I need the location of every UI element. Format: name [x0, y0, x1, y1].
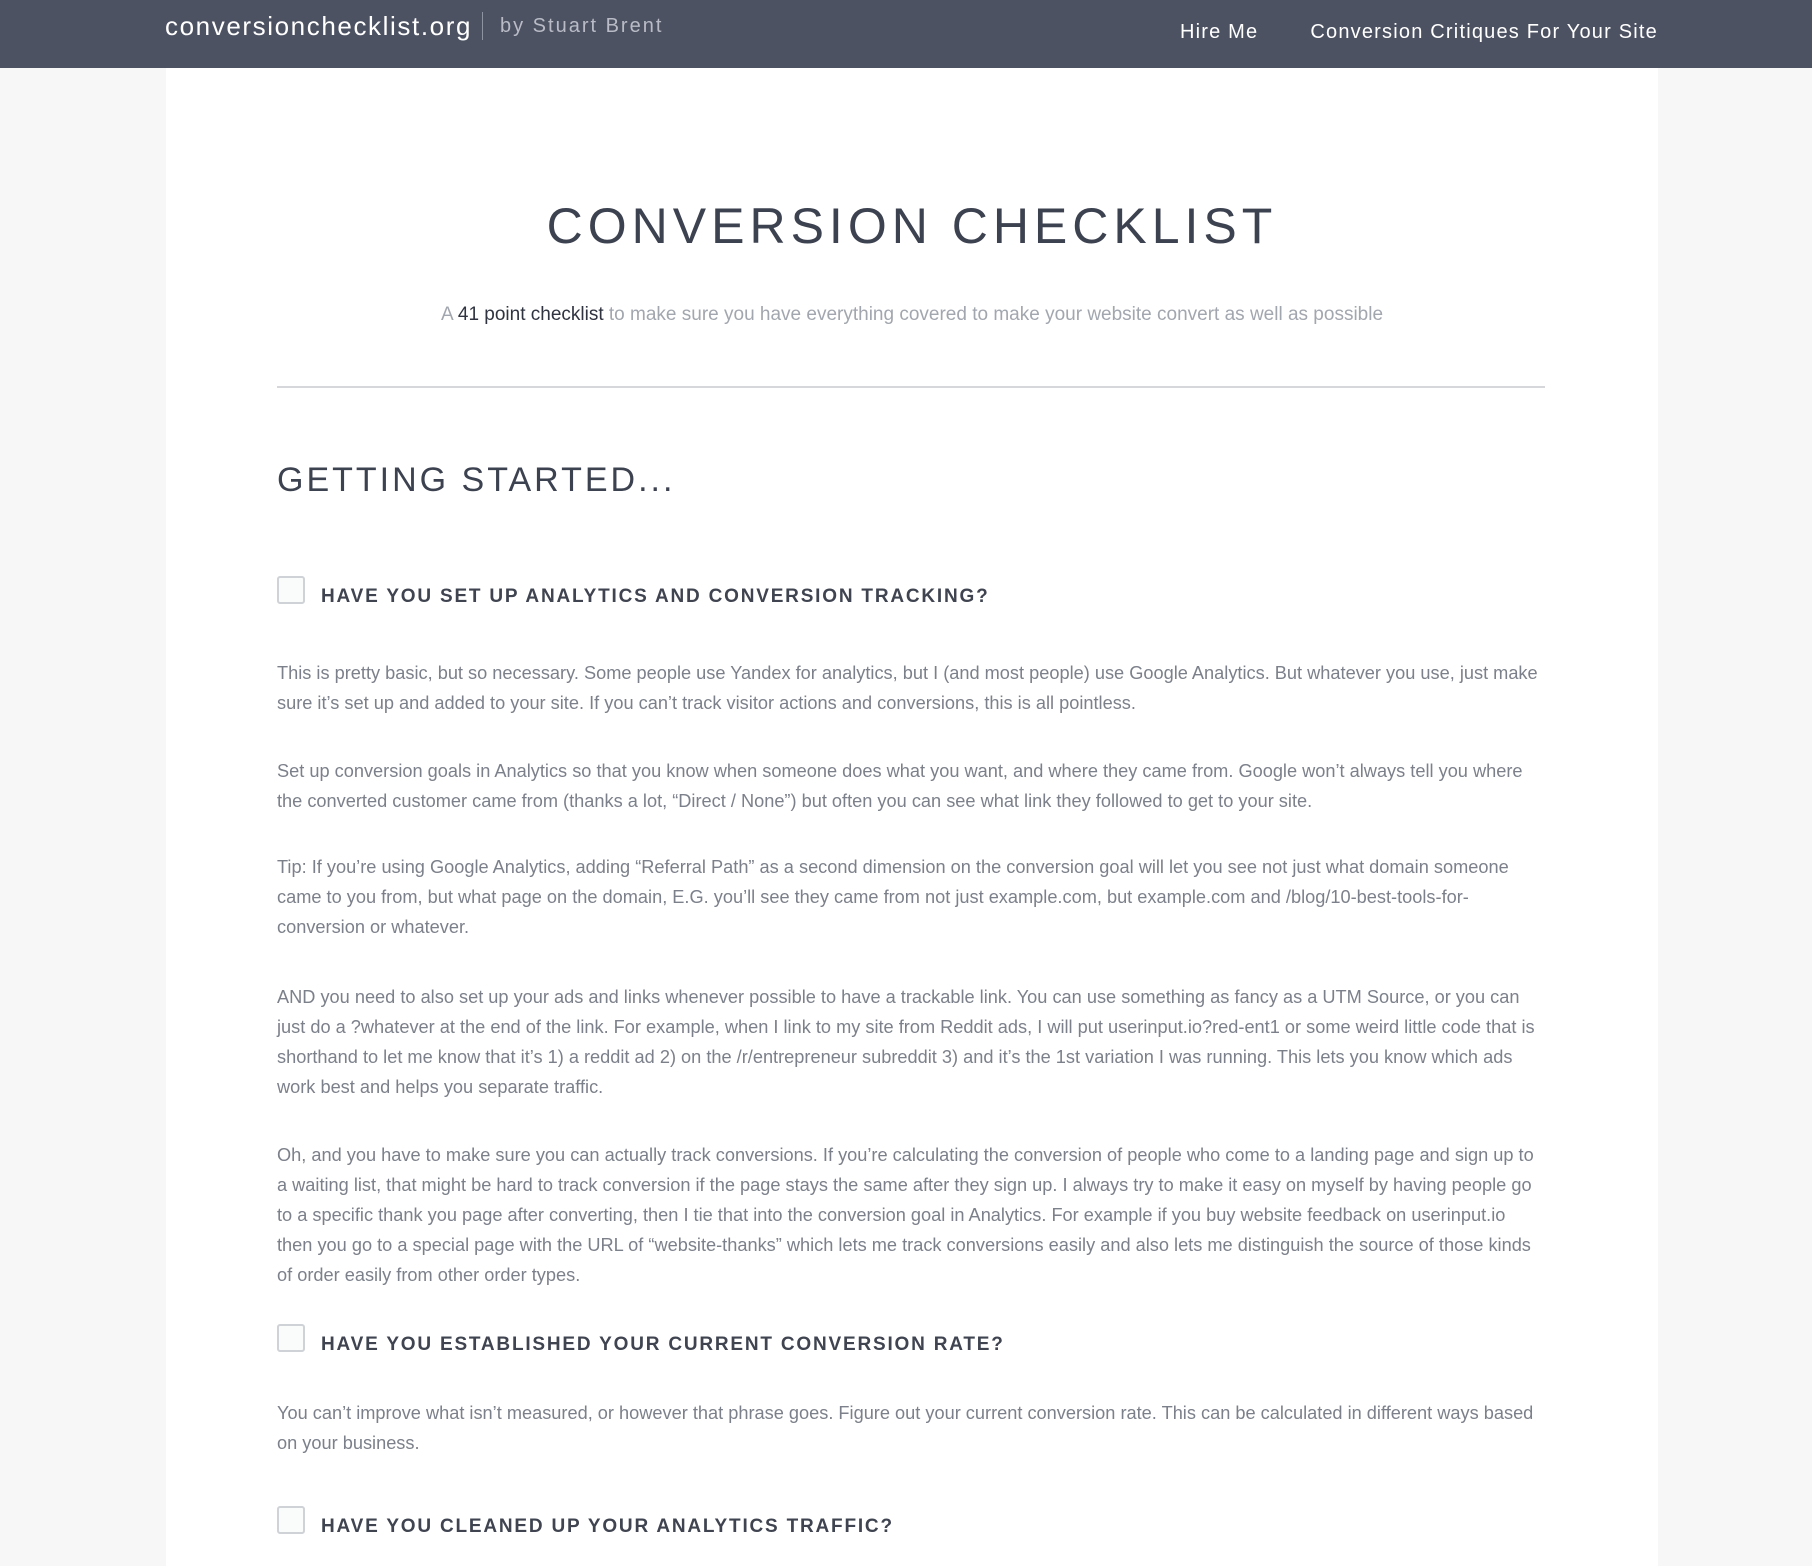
checklist-checkbox[interactable]: [277, 1324, 305, 1352]
checklist-item-label: HAVE YOU SET UP ANALYTICS AND CONVERSION TRACKING?: [321, 586, 990, 607]
site-logo-link[interactable]: conversionchecklist.org: [165, 11, 473, 41]
checklist-item: [277, 576, 990, 607]
content-card: [166, 68, 1658, 1566]
paragraph: This is pretty basic, but so necessary. Some people use Yandex for analytics, but I (and most people) use Google Analytics. But whatever you use, just make sure it’s set up and added to your site. If you can’t track visitor actions and conversions, this is all pointless.: [277, 663, 1538, 713]
checklist-item-label: HAVE YOU ESTABLISHED YOUR CURRENT CONVERSION RATE?: [321, 1334, 1005, 1355]
header-divider: [277, 386, 1545, 388]
section-title: GETTING STARTED...: [277, 461, 676, 499]
subtitle-suffix: to make sure you have everything covered to make your website convert as well as possible: [603, 304, 1384, 325]
brand-divider: [482, 12, 483, 40]
paragraph: Set up conversion goals in Analytics so that you know when someone does what you want, and where they came from. Google won’t always tell you where the converted customer came from (thanks a lot, “Direct / None”) but often you can see what link they followed to get to your site.: [277, 761, 1523, 811]
nav-link-conversion-critiques[interactable]: Conversion Critiques For Your Site: [1310, 21, 1658, 43]
checklist-item: [277, 1506, 894, 1537]
checklist-checkbox[interactable]: [277, 1506, 305, 1534]
checklist-checkbox[interactable]: [277, 576, 305, 604]
paragraph: AND you need to also set up your ads and links whenever possible to have a trackable link. You can use something as fancy as a UTM Source, or you can just do a ?whatever at the end of the link. For example, when I link to my site from Reddit ads, I will put userinput.io?red-ent1 or some weird little code that is shorthand to let me know that it’s 1) a reddit ad 2) on the /r/entrepreneur subreddit 3) and it’s the 1st variation I was running. This lets you know which ads work best and helps you separate traffic.: [277, 987, 1535, 1097]
top-navigation-bar: [0, 0, 1812, 68]
subtitle-prefix: A: [440, 304, 458, 325]
nav-link-hire-me[interactable]: Hire Me: [1179, 21, 1259, 43]
checklist-item: [277, 1324, 1005, 1355]
paragraph: You can’t improve what isn’t measured, or however that phrase goes. Figure out your current conversion rate. This can be calculated in different ways based on your business.: [277, 1403, 1534, 1453]
page-title: CONVERSION CHECKLIST: [546, 198, 1278, 254]
page-subtitle: [166, 302, 1658, 328]
checklist-item-label: HAVE YOU CLEANED UP YOUR ANALYTICS TRAFFIC?: [321, 1516, 894, 1537]
subtitle-highlight: 41 point checklist: [457, 304, 604, 325]
main-nav: [1180, 20, 1658, 44]
paragraph: Oh, and you have to make sure you can actually track conversions. If you’re calculating the conversion of people who come to a landing page and sign up to a waiting list, that might be hard to track conversion if the page stays the same after they sign up. I always try to make it easy on myself by having people go to a specific thank you page after converting, then I tie that into the conversion goal in Analytics. For example if you buy website feedback on userinput.io then you go to a special page with the URL of “website-thanks” which lets me track conversions easily and also lets me distinguish the source of those kinds of order easily from other order types.: [277, 1145, 1534, 1285]
paragraph: Tip: If you’re using Google Analytics, adding “Referral Path” as a second dimension on the conversion goal will let you see not just what domain someone came to you from, but what page on the domain, E.G. you’ll see they came from not just example.com, but example.com and /blog/10-best-tools-for-conversion or whatever.: [277, 857, 1509, 937]
author-byline: by Stuart Brent: [500, 15, 664, 37]
